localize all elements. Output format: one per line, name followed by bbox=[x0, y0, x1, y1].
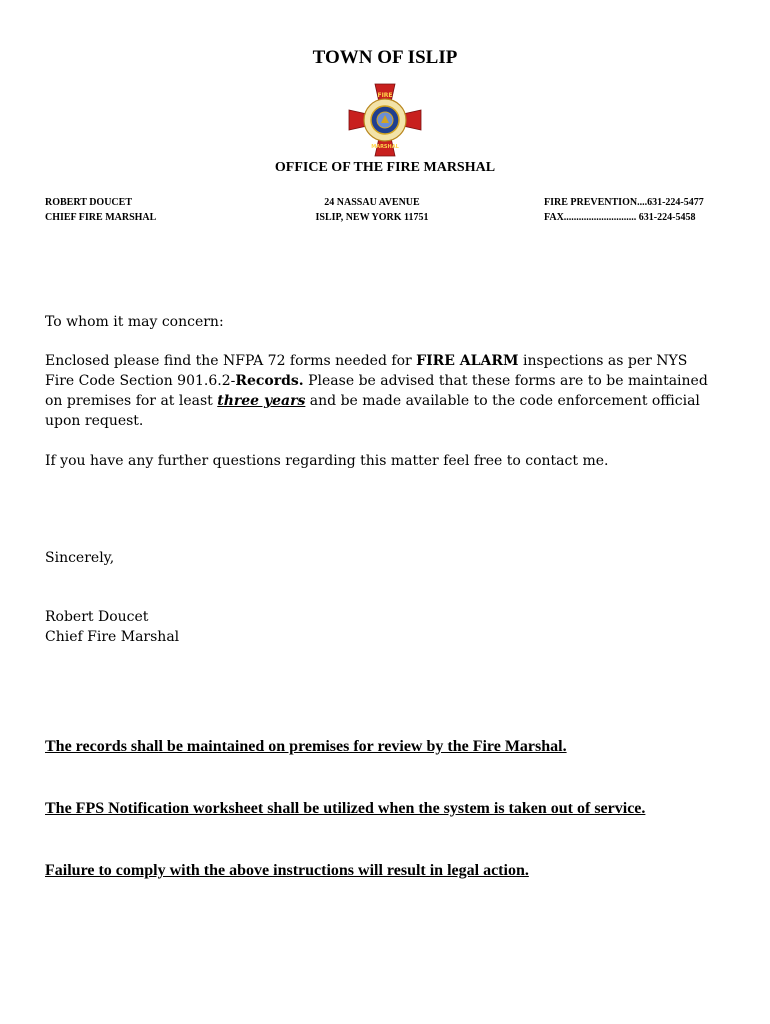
para1-text-a: Enclosed please find the NFPA 72 forms needed for bbox=[45, 353, 417, 369]
signer-name: Robert Doucet bbox=[45, 609, 149, 625]
header-contact bbox=[544, 195, 704, 225]
office-name: OFFICE OF THE FIRE MARSHAL bbox=[274, 160, 496, 175]
notice-compliance: Failure to comply with the above instructions will result in legal action. bbox=[45, 862, 529, 879]
notice-records: The records shall be maintained on premises for review by the Fire Marshal. bbox=[45, 738, 567, 755]
letter-closing: Sincerely, bbox=[45, 550, 115, 566]
seal-top-text: FIRE bbox=[377, 92, 393, 99]
letter-paragraph-1 bbox=[45, 351, 715, 431]
para1-text-g: and be made available to the code enforcement official upon request. bbox=[45, 393, 700, 429]
chief-title: CHIEF FIRE MARSHAL bbox=[45, 212, 157, 223]
header-left bbox=[45, 195, 156, 225]
notice-fps-worksheet: The FPS Notification worksheet shall be utilized when the system is taken out of service. bbox=[45, 800, 646, 817]
header-address bbox=[300, 195, 444, 225]
letter-greeting: To whom it may concern: bbox=[45, 314, 224, 330]
address-street: 24 NASSAU AVENUE bbox=[324, 197, 420, 208]
fire-marshal-seal-icon bbox=[347, 82, 423, 158]
fire-prevention-phone: FIRE PREVENTION....631-224-5477 bbox=[544, 197, 704, 208]
page-title: TOWN OF ISLIP bbox=[312, 47, 458, 68]
fire-alarm-emphasis: FIRE ALARM bbox=[416, 353, 519, 369]
signer-title: Chief Fire Marshal bbox=[45, 629, 180, 645]
para1-text-e: Please be advised that these forms are to be maintained on premises for at least bbox=[45, 373, 708, 409]
signature-block bbox=[45, 607, 715, 647]
seal-bottom-text: MARSHAL bbox=[371, 144, 399, 150]
address-city: ISLIP, NEW YORK 11751 bbox=[315, 212, 429, 223]
three-years-emphasis: three years bbox=[217, 393, 306, 409]
chief-name: ROBERT DOUCET bbox=[45, 197, 132, 208]
fax-number: FAX............................. 631-224-5458 bbox=[544, 212, 696, 223]
letter-paragraph-2: If you have any further questions regarding this matter feel free to contact me. bbox=[45, 453, 609, 469]
para1-text-c: inspections as per NYS Fire Code Section 901.6.2- bbox=[45, 353, 688, 389]
records-emphasis: Records. bbox=[235, 373, 304, 389]
